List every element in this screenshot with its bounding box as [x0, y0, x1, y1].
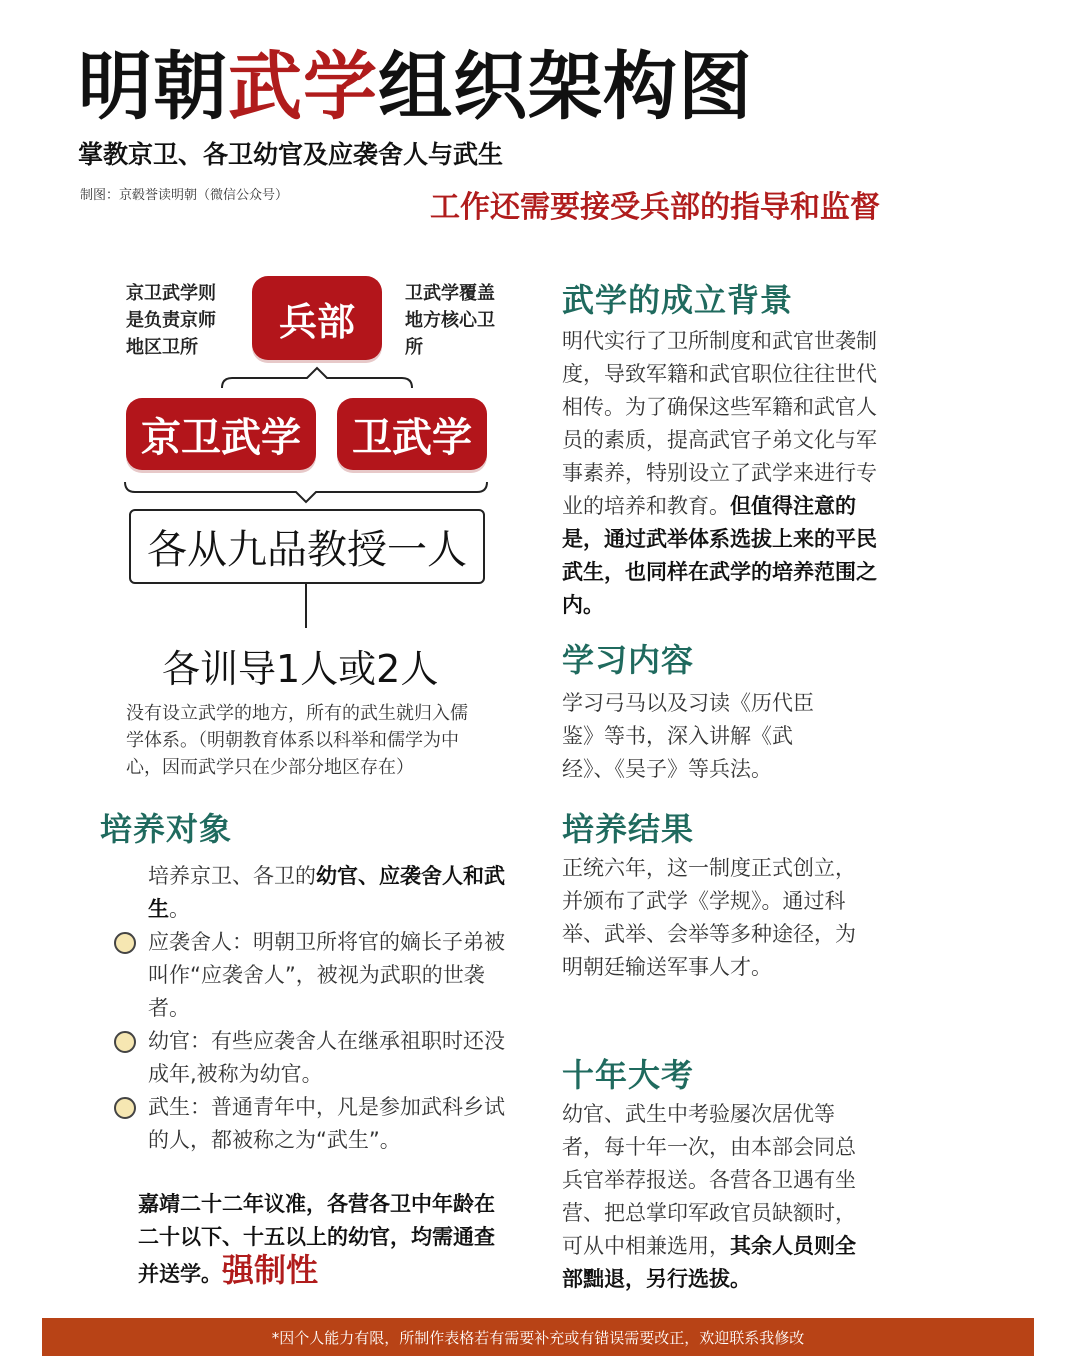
left-side-note: 京卫武学则是负责京师地区卫所: [126, 283, 216, 358]
target-bullet-text: 武生：普通青年中，凡是参加武科乡试的人，都被称之为“武生”。: [148, 1095, 505, 1152]
targets-intro-end: 。: [169, 897, 190, 921]
target-bullet: [148, 1025, 516, 1091]
section-title-background: 武学的成立背景: [562, 281, 794, 319]
trainer-text: 各训导1人或2人: [162, 647, 439, 691]
circle-bullet-icon: [114, 932, 136, 954]
mandatory-label: 强制性: [222, 1251, 319, 1289]
professor-box: 各从九品教授一人: [129, 509, 485, 584]
section-title-content: 学习内容: [562, 641, 695, 679]
background-text: 明代实行了卫所制度和武官世袭制度，导致军籍和武官职位往往世代相传。为了确保这些军籍和武官人员的素质，提高武官子弟文化与军事素养，特别设立了武学来进行专业的培养和教育。: [562, 329, 877, 518]
circle-bullet-icon: [114, 1031, 136, 1053]
target-bullet-text: 幼官：有些应袭舍人在继承祖职时还没成年,被称为幼官。: [148, 1029, 505, 1086]
target-bullet: [148, 926, 516, 1025]
target-bullet: [148, 1091, 516, 1157]
exam-body: [562, 1098, 860, 1296]
results-body: 正统六年，这一制度正式创立，并颁布了武学《学规》。通过科举、武举、会举等多种途径，为明朝廷输送军事人才。: [562, 856, 856, 979]
exam-text: 幼官、武生中考验屡次居优等者，每十年一次，由本部会同总兵官举荐报送。各营各卫遇有坐营、把总掌印军政官员缺额时，可从中相兼选用，: [562, 1102, 856, 1258]
credit-text: 制图：京毂誉读明朝（微信公众号）: [80, 188, 289, 203]
enrollment-rule-text: 嘉靖二十二年议准，各营各卫中年龄在二十以下、十五以上的幼官，均需通查并送学。: [138, 1192, 495, 1286]
background-body: [562, 325, 884, 622]
section-title-results: 培养结果: [562, 810, 695, 848]
target-bullet-text: 应袭舍人：明朝卫所将官的嫡长子弟被叫作“应袭舍人”，被视为武职的世袭者。: [148, 930, 505, 1020]
targets-body: [148, 860, 516, 1157]
title-part1: 明朝: [78, 44, 228, 130]
targets-intro-bold: 幼官、应袭舍人和武生: [148, 864, 505, 921]
capital-guard-school-box: 京卫武学: [126, 398, 316, 470]
enrollment-rule: [138, 1188, 510, 1291]
school-note: 没有设立武学的地方，所有的武生就归入儒学体系。（明朝教育体系以科举和儒学为中心，因而武学只在少部分地区存在）: [126, 703, 468, 778]
footer-bar: [42, 1318, 1034, 1356]
targets-intro-text: 培养京卫、各卫的: [148, 864, 316, 888]
circle-bullet-icon: [114, 1097, 136, 1119]
section-title-exam: 十年大考: [562, 1056, 695, 1094]
right-side-note: 卫武学覆盖地方核心卫所: [405, 283, 495, 358]
exam-bold-text: 其余人员则全部黜退，另行选拔。: [562, 1234, 856, 1291]
page-subtitle: 掌教京卫、各卫幼官及应袭舍人与武生: [78, 140, 504, 169]
background-bold-text: 但值得注意的是，通过武举体系选拔上来的平民武生，也同样在武学的培养范围之内。: [562, 494, 877, 617]
targets-intro: [148, 860, 516, 926]
content-body: 学习弓马以及习读《历代臣鉴》等书，深入讲解《武经》、《吴子》等兵法。: [562, 691, 814, 781]
supervision-notice: 工作还需要接受兵部的指导和监督: [430, 190, 880, 225]
footer-text: *因个人能力有限，所制作表格若有需要补充或有错误需要改正，欢迎联系我修改: [271, 1328, 805, 1347]
section-title-targets: 培养对象: [100, 810, 233, 848]
guard-school-box: 卫武学: [337, 398, 487, 470]
title-part2: 组织架构图: [378, 44, 753, 130]
ministry-box: 兵部: [252, 276, 382, 360]
title-highlight: 武学: [228, 44, 378, 130]
